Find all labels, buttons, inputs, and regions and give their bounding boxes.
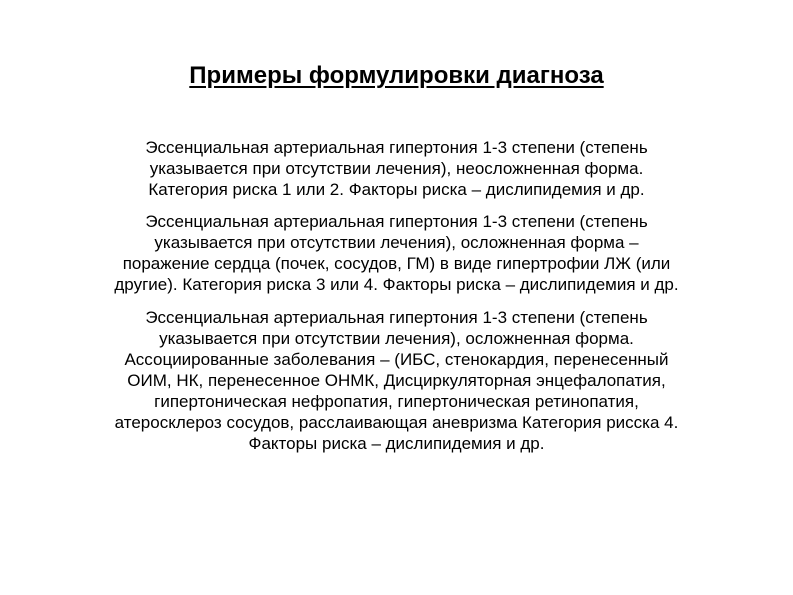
text-line: Эссенциальная артериальная гипертония 1-3 степени (степень — [145, 138, 648, 157]
text-line: указывается при отсутствии лечения), неосложненная форма. — [149, 159, 644, 178]
text-line: ОИМ, НК, перенесенное ОНМК, Дисциркуляторная энцефалопатия, — [127, 371, 666, 390]
text-line: Эссенциальная артериальная гипертония 1-3 степени (степень — [145, 212, 648, 231]
text-line: поражение сердца (почек, сосудов, ГМ) в виде гипертрофии ЛЖ (или — [122, 254, 671, 273]
text-line: Ассоциированные заболевания – (ИБС, стенокардия, перенесенный — [124, 350, 669, 369]
slide-title — [0, 60, 793, 92]
slide-title-text: Примеры формулировки диагноза — [189, 62, 604, 89]
diagnosis-example-1 — [40, 137, 753, 200]
text-line: гипертоническая нефропатия, гипертоническая ретинопатия, — [154, 392, 639, 411]
diagnosis-example-2 — [40, 211, 753, 295]
text-line: другие). Категория риска 3 или 4. Факторы риска – дислипидемия и др. — [114, 275, 679, 294]
text-line: атеросклероз сосудов, расслаивающая аневризма Категория рисска 4. — [114, 413, 679, 432]
text-line: указывается при отсутствии лечения), осложненная форма – — [154, 233, 639, 252]
text-line: указывается при отсутствии лечения), осложненная форма. — [159, 329, 634, 348]
text-line: Категория риска 1 или 2. Факторы риска – дислипидемия и др. — [148, 180, 645, 199]
diagnosis-example-3 — [40, 307, 753, 454]
text-line: Факторы риска – дислипидемия и др. — [248, 434, 545, 453]
text-line: Эссенциальная артериальная гипертония 1-3 степени (степень — [145, 308, 648, 327]
